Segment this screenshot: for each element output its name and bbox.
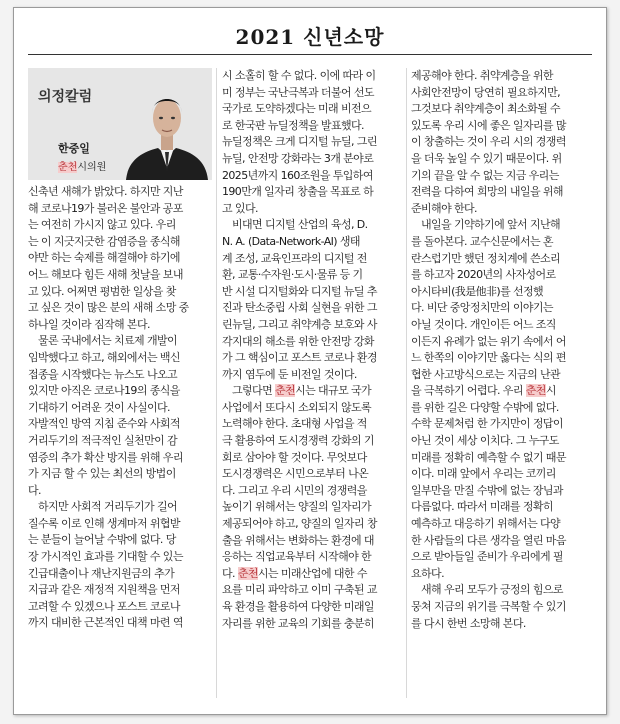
- text-line: [411, 516, 594, 533]
- text-segment: 계 조성, 교육인프라의 디지털 전: [222, 251, 367, 265]
- text-segment: 는 분들이 늘어날 수밖에 없다. 당: [28, 533, 176, 547]
- text-segment: 자발적인 방역 지침 준수와 사회적: [28, 417, 180, 431]
- text-segment: 환, 교통·수자원·도시·물류 등 기: [222, 268, 363, 282]
- text-segment: 미래를 정확히 예측할 수 없기 때문: [411, 450, 566, 464]
- text-line: [411, 367, 594, 384]
- text-segment: 는 여전히 가시지 않고 있다. 우리: [28, 218, 176, 232]
- text-segment: 각지대의 해소를 위한 안전망 강화: [222, 334, 374, 348]
- text-line: [411, 317, 594, 334]
- text-line: [411, 599, 594, 616]
- text-segment: 가 그 핵심이고 포스트 코로나 환경: [222, 351, 377, 365]
- text-line: [411, 284, 594, 301]
- text-segment: 접종을 시작했다는 뉴스도 나오고: [28, 367, 178, 381]
- text-line: [222, 217, 406, 234]
- text-segment: 까지 염두에 둔 비전일 것이다.: [222, 367, 357, 381]
- text-segment: 이다. 미래 앞에서 우리는 코끼리: [411, 467, 556, 481]
- headline-rule: [28, 54, 592, 55]
- text-line: [222, 251, 406, 268]
- text-segment: 뭉쳐 지금의 위기를 극복할 수 있기: [411, 600, 566, 613]
- text-segment: 노력해야 한다. 초대형 사업을 적: [222, 417, 367, 431]
- text-line: [222, 134, 406, 151]
- text-line: [222, 168, 406, 185]
- text-segment: 국가로 도약하겠다는 미래 비전으: [222, 102, 372, 116]
- text-line: [28, 400, 212, 417]
- text-line: [28, 367, 212, 384]
- text-line: [28, 201, 212, 218]
- text-segment: 예측하고 대응하기 위해서는 다양: [411, 517, 561, 531]
- column-divider: [216, 68, 217, 698]
- text-line: [411, 466, 594, 483]
- text-line: [222, 68, 406, 85]
- text-segment: 미 정부는 국난극복과 더불어 선도: [222, 85, 374, 99]
- text-line: [28, 333, 212, 350]
- text-line: [222, 201, 406, 218]
- text-line: [28, 549, 212, 566]
- text-line: [28, 383, 212, 400]
- author-photo: [122, 68, 212, 180]
- text-segment: 출을 위해서는 변화하는 환경에 대: [222, 533, 374, 547]
- text-segment: 다름없다. 따라서 미래를 정확히: [411, 500, 553, 514]
- text-segment: 2025년까지 160조원을 투입하여: [222, 168, 373, 182]
- text-segment: 는 이 지긋지긋한 감염증을 종식해: [28, 234, 180, 248]
- text-line: [28, 599, 212, 616]
- text-segment: 신축년 새해가 밝았다. 하지만 지난: [28, 185, 183, 198]
- text-segment: 물론 국내에서는 치료제 개발이: [38, 334, 178, 348]
- text-segment: 다. 비단 중앙정치만의 이야기는: [411, 301, 553, 315]
- text-line: [28, 499, 212, 516]
- text-line: [222, 599, 406, 616]
- text-segment: 준비해야 한다.: [411, 201, 477, 215]
- text-line: [411, 499, 594, 516]
- text-line: [411, 234, 594, 251]
- text-segment: 있지만 아직은 코로나19의 종식을: [28, 384, 180, 398]
- text-line: [411, 201, 594, 218]
- text-line: [222, 383, 406, 400]
- text-line: [28, 284, 212, 301]
- text-segment: 시는 대규모 국가: [295, 384, 372, 398]
- text-line: [28, 466, 212, 483]
- text-line: [28, 317, 212, 334]
- author-affiliation: [58, 158, 106, 173]
- text-segment: 아닌 것이 세상 이치다. 그 누구도: [411, 434, 559, 448]
- text-segment: 새해 우리 모두가 긍정의 힘으로: [421, 583, 563, 597]
- text-line: [411, 251, 594, 268]
- text-segment: 기의 끝을 알 수 없는 지금 우리는: [411, 168, 559, 182]
- text-segment: 란스럽기만 했던 정치계에 쓴소리: [411, 251, 561, 265]
- text-line: [411, 582, 594, 599]
- text-segment: 를 다시 한번 소망해 본다.: [411, 616, 526, 630]
- author-affiliation-highlight: 춘천: [58, 162, 78, 173]
- text-line: [411, 383, 594, 400]
- text-line: [222, 101, 406, 118]
- text-segment: 시 소홀히 할 수 없다. 이에 따라 이: [222, 69, 376, 82]
- text-line: [28, 566, 212, 583]
- text-segment: 으로 받아들일 준비가 우리에게 필: [411, 550, 563, 564]
- text-line: [28, 184, 212, 201]
- text-line: [222, 499, 406, 516]
- text-line: [222, 317, 406, 334]
- text-line: [222, 151, 406, 168]
- text-line: [28, 234, 212, 251]
- author-affiliation-rest: 시의원: [77, 162, 107, 173]
- text-segment: 해 코로나19가 불러온 불안과 공포: [28, 201, 183, 215]
- text-segment: 육 환경을 활용하여 다양한 미래일: [222, 600, 374, 613]
- text-segment: 기대하기 어려운 것이 사실이다.: [28, 400, 170, 414]
- column-divider: [406, 68, 407, 698]
- text-line: [28, 433, 212, 450]
- text-segment: 일부만을 만질 수밖에 없는 장님과: [411, 483, 563, 497]
- text-segment: 비대면 디지털 산업의 육성, D.: [232, 218, 368, 232]
- article-column-3: [411, 68, 594, 632]
- article-column-1: [28, 184, 212, 632]
- text-line: [222, 566, 406, 583]
- text-segment: 요하다.: [411, 566, 444, 580]
- text-line: [411, 533, 594, 550]
- headline: 2021 신년소망: [235, 25, 385, 49]
- text-segment: 뉴딜, 안전망 강화라는 3개 분야로: [222, 151, 374, 165]
- text-line: [411, 433, 594, 450]
- text-line: [411, 267, 594, 284]
- text-line: [222, 582, 406, 599]
- highlighted-word: 춘천: [275, 384, 296, 398]
- text-line: [411, 566, 594, 583]
- text-segment: 제공해야 한다. 취약계층을 위한: [411, 69, 553, 82]
- text-line: [411, 400, 594, 417]
- text-line: [411, 416, 594, 433]
- text-segment: 협한 사고방식으로는 지금의 난관: [411, 367, 561, 381]
- text-segment: 고 싶은 것이 많은 분의 새해 소망 중: [28, 301, 189, 315]
- text-segment: 그렇다면: [232, 384, 276, 398]
- text-line: [222, 234, 406, 251]
- text-segment: 높이기 위해서는 양질의 일자리가: [222, 500, 372, 514]
- text-segment: 사회안전망이 당연히 필요하지만,: [411, 85, 561, 99]
- text-segment: 하나일 것이라 짐작해 본다.: [28, 317, 150, 331]
- text-segment: 고려할 수 있겠으나 포스트 코로나: [28, 599, 180, 613]
- text-segment: 긴급대출이나 재난지원금의 추가: [28, 566, 175, 580]
- text-segment: 응하는 직업교육부터 시작해야 한: [222, 550, 372, 564]
- text-line: [411, 350, 594, 367]
- text-line: [411, 134, 594, 151]
- text-line: [222, 284, 406, 301]
- text-line: [28, 350, 212, 367]
- text-line: [222, 466, 406, 483]
- text-segment: 한 사람들의 다른 생각을 열린 마음: [411, 533, 566, 547]
- text-segment: 극 활용하여 도시경쟁력 강화의 기: [222, 434, 374, 448]
- text-line: [222, 367, 406, 384]
- text-segment: 이든지 유례가 없는 위기 속에서 어: [411, 334, 566, 348]
- text-segment: 질수록 이로 인해 생계마저 위협받: [28, 516, 180, 530]
- text-segment: 염증의 추가 확산 방지를 위해 우리: [28, 450, 183, 464]
- text-line: [222, 350, 406, 367]
- text-line: [28, 516, 212, 533]
- text-segment: 다.: [28, 483, 41, 497]
- text-segment: 이 창출하는 것이 우리 시의 경쟁력: [411, 135, 566, 149]
- text-segment: 하지만 사회적 거리두기가 길어: [38, 500, 178, 514]
- text-line: [28, 250, 212, 267]
- text-segment: 린뉴딜, 그리고 취약계층 보호와 사: [222, 317, 377, 331]
- text-line: [28, 450, 212, 467]
- text-line: [222, 450, 406, 467]
- text-segment: 장 가시적인 효과를 기대할 수 있는: [28, 550, 183, 564]
- text-segment: 를 위한 길은 다양할 수밖에 없다.: [411, 400, 559, 414]
- text-line: [411, 68, 594, 85]
- text-line: [222, 616, 406, 633]
- newspaper-clipping: [13, 7, 607, 715]
- text-segment: 고 있다. 어쩌면 평범한 일상을 찾: [28, 284, 176, 298]
- text-line: [411, 334, 594, 351]
- text-line: [411, 300, 594, 317]
- text-line: [222, 300, 406, 317]
- text-line: [411, 217, 594, 234]
- text-segment: 다.: [222, 566, 238, 580]
- text-segment: 느 한쪽의 이야기만 옳다는 식의 편: [411, 351, 566, 365]
- text-line: [222, 416, 406, 433]
- column-title: 의정칼럼: [38, 89, 93, 105]
- text-segment: 반 시설 디지털화와 디지털 뉴딜 추: [222, 284, 377, 298]
- text-line: [28, 582, 212, 599]
- text-segment: 를 하고자 2020년의 사자성어로: [411, 268, 556, 282]
- text-segment: N. A. (Data-Network-AI) 생태: [222, 234, 360, 248]
- text-segment: 거리두기의 적극적인 실천만이 감: [28, 433, 178, 447]
- text-line: [222, 118, 406, 135]
- text-line: [222, 334, 406, 351]
- text-segment: 가 지금 할 수 있는 최선의 방법이: [28, 467, 176, 481]
- text-segment: 전력을 다하여 희망의 내일을 위해: [411, 185, 563, 199]
- text-segment: 시: [545, 384, 556, 398]
- text-line: [222, 184, 406, 201]
- text-segment: 요를 미리 파악하고 이미 구축된 교: [222, 583, 377, 597]
- text-line: [28, 532, 212, 549]
- text-line: [411, 549, 594, 566]
- text-segment: 있도록 우리 시에 좋은 일자리를 많: [411, 118, 566, 132]
- text-segment: 회로 삼아야 할 것이다. 무엇보다: [222, 450, 367, 464]
- text-line: [222, 483, 406, 500]
- text-segment: 190만개 일자리 창출을 목표로 하: [222, 185, 374, 199]
- highlighted-word: 춘천: [525, 384, 546, 398]
- text-line: [28, 483, 212, 500]
- text-line: [411, 616, 594, 633]
- text-segment: 제공되어야 하고, 양질의 일자리 창: [222, 517, 377, 531]
- text-line: [222, 267, 406, 284]
- text-line: [28, 267, 212, 284]
- text-line: [28, 416, 212, 433]
- text-segment: 수학 문제처럼 한 가지만이 정답이: [411, 417, 563, 431]
- text-line: [222, 433, 406, 450]
- text-segment: 임박했다고 하고, 해외에서는 백신: [28, 350, 180, 364]
- highlighted-word: 춘천: [237, 566, 258, 580]
- column-byline-box: [28, 68, 212, 180]
- text-line: [28, 615, 212, 632]
- text-segment: 아닐 것이다. 개인이든 어느 조직: [411, 317, 556, 331]
- author-name: 한중일: [58, 142, 90, 155]
- text-line: [411, 118, 594, 135]
- text-segment: 다. 그리고 우리 시민의 경쟁력을: [222, 483, 367, 497]
- text-line: [411, 184, 594, 201]
- text-segment: 뉴딜정책은 크게 디지털 뉴딜, 그린: [222, 135, 377, 149]
- text-segment: 을 더욱 높일 수 있기 때문이다. 위: [411, 151, 562, 165]
- text-segment: 까지 대비한 근본적인 대책 마련 역: [28, 616, 183, 630]
- text-line: [411, 483, 594, 500]
- text-segment: 아시타비(我是他非)를 선정했: [411, 284, 544, 298]
- text-line: [411, 151, 594, 168]
- text-line: [222, 400, 406, 417]
- text-segment: 로 한국판 뉴딜정책을 발표했다.: [222, 118, 364, 132]
- text-line: [411, 85, 594, 102]
- text-segment: 어느 해보다 힘든 새해 첫날을 보내: [28, 267, 183, 281]
- text-line: [411, 450, 594, 467]
- text-line: [28, 217, 212, 234]
- text-segment: 자리를 위한 교육의 기회를 충분히: [222, 616, 374, 630]
- text-segment: 그것보다 취약계층이 최소화될 수: [411, 102, 561, 116]
- text-segment: 도시경쟁력은 시민으로부터 나온: [222, 467, 369, 481]
- text-segment: 시는 미래산업에 대한 수: [257, 566, 367, 580]
- text-segment: 내일을 기약하기에 앞서 지난해: [421, 218, 561, 232]
- text-segment: 지급과 같은 재정적 지원책을 먼저: [28, 583, 180, 597]
- text-segment: 진과 탄소중립 사회 실현을 위한 그: [222, 301, 377, 315]
- text-line: [222, 549, 406, 566]
- text-line: [222, 516, 406, 533]
- text-line: [222, 85, 406, 102]
- text-line: [411, 101, 594, 118]
- text-line: [411, 168, 594, 185]
- text-line: [28, 300, 212, 317]
- text-line: [222, 533, 406, 550]
- text-segment: 사업에서 또다시 소외되지 않도록: [222, 400, 372, 414]
- text-segment: 를 돌아본다. 교수신문에서는 혼: [411, 234, 553, 248]
- text-segment: 을 극복하기 어렵다. 우리: [411, 384, 526, 398]
- text-segment: 고 있다.: [222, 201, 258, 215]
- text-segment: 야만 하는 숙제를 해결해야 하기에: [28, 251, 180, 265]
- article-column-2: [222, 68, 406, 632]
